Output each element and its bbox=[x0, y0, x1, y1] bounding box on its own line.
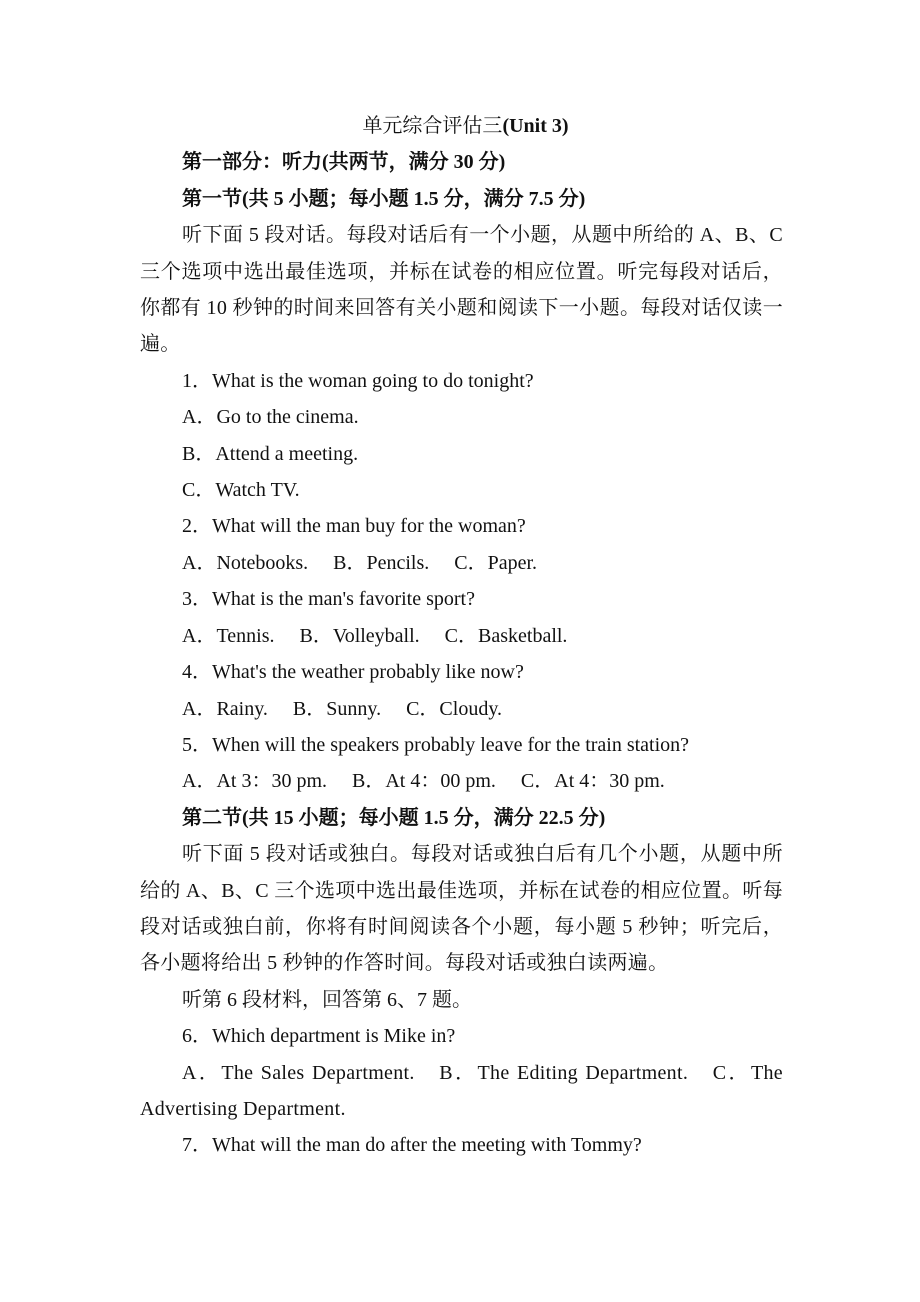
question-2-stem: 2．What will the man buy for the woman? bbox=[182, 515, 526, 538]
question-1-option-a: A．Go to the cinema. bbox=[182, 406, 359, 429]
question-2-option-b: B．Pencils. bbox=[333, 551, 430, 574]
question-1-option-b: B．Attend a meeting. bbox=[182, 442, 359, 465]
question-3-stem: 3．What is the man's favorite sport? bbox=[182, 588, 475, 611]
exam-page bbox=[140, 108, 783, 1164]
question-2-options bbox=[140, 545, 783, 581]
title-chinese: 单元综合评估三 bbox=[362, 115, 503, 137]
question-5-options bbox=[140, 763, 783, 799]
question-6-options: A．The Sales Department. B．The Editing Department. C．The Advertising Department. bbox=[140, 1061, 783, 1120]
question-4-options bbox=[140, 691, 783, 727]
question-4-stem: 4．What's the weather probably like now? bbox=[182, 661, 524, 684]
title-unit: (Unit 3) bbox=[502, 115, 569, 137]
question-2-option-c: C．Paper. bbox=[454, 551, 538, 574]
question-5-option-c: C．At 4：30 pm. bbox=[520, 770, 665, 793]
question-1-stem: 1．What is the woman going to do tonight? bbox=[182, 369, 534, 392]
document-title bbox=[140, 108, 783, 144]
section2-heading: 第二节(共 15 小题；每小题 1.5 分，满分 22.5 分) bbox=[182, 806, 606, 829]
question-3-option-c: C．Basketball. bbox=[444, 624, 568, 647]
section1-heading: 第一节(共 5 小题；每小题 1.5 分，满分 7.5 分) bbox=[182, 187, 586, 210]
question-5-option-b: B．At 4：00 pm. bbox=[352, 770, 496, 793]
section2-instructions: 听下面 5 段对话或独白。每段对话或独白后有几个小题，从题中所给的 A、B、C 三个选项中选出最佳选项，并标在试卷的相应位置。听每段对话或独白前，你将有时间阅读各个小题，每小题 5 秒钟；听完后，各小题将给出 5 秒钟的作答时间。每段对话或独白读两遍。 bbox=[140, 843, 783, 975]
question-6-stem: 6．Which department is Mike in? bbox=[182, 1025, 456, 1048]
question-3-options bbox=[140, 618, 783, 654]
question-7-stem: 7．What will the man do after the meeting with Tommy? bbox=[182, 1134, 642, 1157]
question-3-option-a: A．Tennis. bbox=[182, 624, 275, 647]
question-5-option-a: A．At 3：30 pm. bbox=[182, 770, 327, 793]
question-3-option-b: B．Volleyball. bbox=[299, 624, 420, 647]
question-5-stem: 5．When will the speakers probably leave for the train station? bbox=[182, 733, 690, 756]
part1-heading: 第一部分：听力(共两节，满分 30 分) bbox=[182, 151, 506, 174]
section1-instructions: 听下面 5 段对话。每段对话后有一个小题，从题中所给的 A、B、C 三个选项中选出最佳选项，并标在试卷的相应位置。听完每段对话后，你都有 10 秒钟的时间来回答有关小题和阅读下一小题。每段对话仅读一遍。 bbox=[140, 224, 783, 356]
material-6-note: 听第 6 段材料，回答第 6、7 题。 bbox=[182, 988, 472, 1011]
question-4-option-c: C．Cloudy. bbox=[406, 697, 503, 720]
question-2-option-a: A．Notebooks. bbox=[182, 551, 309, 574]
question-4-option-b: B．Sunny. bbox=[292, 697, 382, 720]
question-1-option-c: C．Watch TV. bbox=[182, 479, 300, 502]
question-4-option-a: A．Rainy. bbox=[182, 697, 268, 720]
